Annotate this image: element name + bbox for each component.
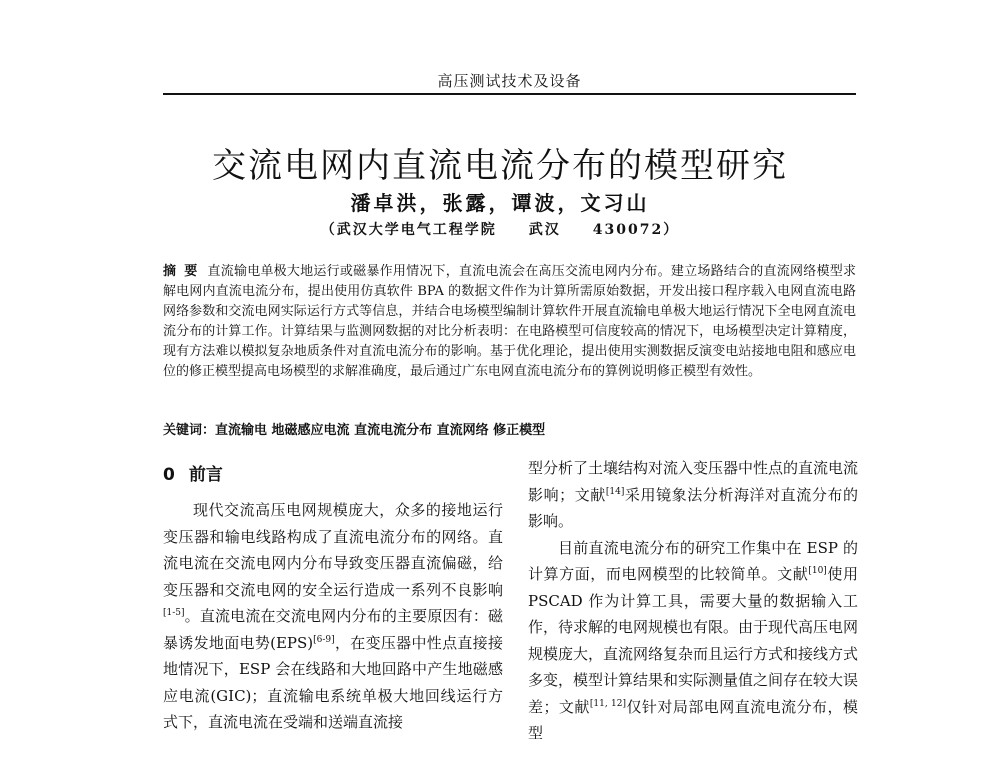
- section-heading: [163, 460, 503, 485]
- body-text: 使用 PSCAD 作为计算工具，需要大量的数据输入工作，待求解的电网规模也有限。由于现代高压电网规模庞大，直流网络复杂而且运行方式和接线方式多变，模型计算结果和实际测量值之间存在较大误差；文献: [528, 565, 859, 716]
- keywords-text: 直流输电 地磁感应电流 直流电流分布 直流网络 修正模型: [215, 423, 546, 438]
- keywords: [163, 421, 856, 441]
- citation: [14]: [605, 486, 625, 497]
- running-head: 高压测试技术及设备: [437, 72, 582, 90]
- abstract: [163, 262, 856, 382]
- header-rule: [163, 93, 856, 95]
- section-number: 0: [163, 465, 175, 485]
- body-text: 目前直流电流分布的研究工作集中在 ESP 的计算方面，而电网模型的比较简单。文献: [528, 538, 858, 583]
- body-text: 现代交流高压电网规模庞大，众多的接地运行变压器和输电线路构成了直流电流分布的网络。直流电流在交流电网内分布导致变压器直流偏磁，给变压器和交流电网的安全运行造成一系列不良影响: [163, 501, 503, 599]
- body-text: 型分析了土壤结构对流入变压器中性点的直流电流影响；文献: [528, 459, 859, 504]
- body-column-right: [528, 455, 858, 747]
- citation: [1-5]: [163, 608, 185, 618]
- body-text: 。直流电流在交流电网内分布的主要原因有：磁暴诱发地面电势(EPS): [163, 607, 503, 652]
- section-title: 前言: [188, 465, 223, 485]
- abstract-text: 直流输电单极大地运行或磁暴作用情况下，直流电流会在高压交流电网内分布。建立场路结合的直流网络模型求解电网内直流电流分布，提出使用仿真软件 BPA 的数据文件作为计算所需原始数据，开发出接口程序载入电网直流电路网络参数和交流电网实际运行方式等信息，并结合电场模型编制计算软件开展直流输电单极大地运行情况下全电网直流电流分布的计算工作。计算结果与监测网数据的对比分析表明：在电路模型可信度较高的情况下，电场模型决定计算精度，现有方法难以模拟复杂地质条件对直流电流分布的影响。基于优化理论，提出使用实测数据反演变电站接地电阻和感应电位的修正模型提高电场模型的求解准确度，最后通过广东电网直流电流分布的算例说明修正模型有效性。: [163, 264, 856, 379]
- paragraph: [528, 535, 858, 747]
- body-text: ，在变压器中性点直接接地情况下，ESP 会在线路和大地回路中产生地磁感应电流(GIC)；直流输电系统单极大地回线运行方式下，直流电流在受端和送端直流接: [163, 633, 503, 731]
- affiliation: （武汉大学电气工程学院 武汉 430072）: [320, 222, 680, 238]
- paragraph: [528, 455, 858, 535]
- paper-title: 交流电网内直流电流分布的模型研究: [212, 146, 788, 186]
- abstract-label: 摘要: [163, 264, 206, 279]
- keywords-label: 关键词：: [163, 423, 216, 438]
- body-text: 采用镜象法分析海洋对直流分布的影响。: [528, 485, 858, 530]
- author-list: 潘卓洪，张露，谭波，文习山: [350, 191, 650, 215]
- body-column-left: [163, 497, 503, 736]
- citation: [10]: [808, 566, 827, 576]
- paragraph: [163, 497, 503, 736]
- citation: [6-9]: [313, 634, 335, 645]
- citation: [11, 12]: [589, 698, 626, 709]
- body-text: 仅针对局部电网直流电流分布，模型: [528, 697, 858, 742]
